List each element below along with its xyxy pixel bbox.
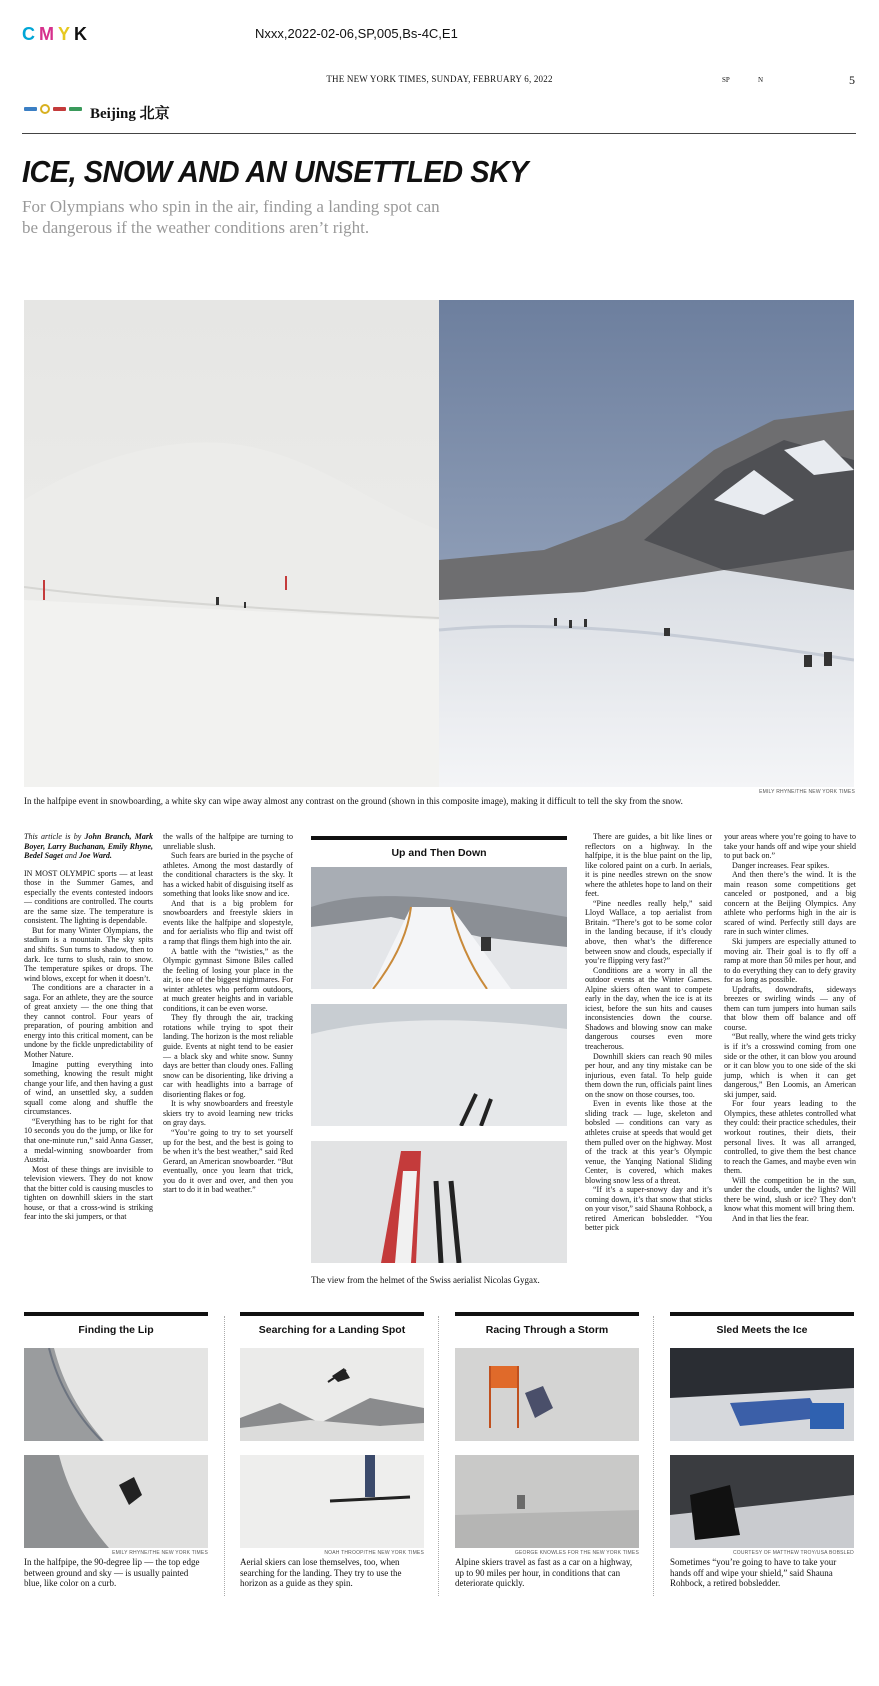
subheadline: For Olympians who spin in the air, finding a landing spot can be dangerous if the weather conditions aren’t right. [22,197,440,237]
bobsled-crash-photo [670,1455,854,1548]
hero-composite-image [24,300,854,787]
logo-dash-red [53,107,66,111]
page-slug: Nxxx,2022-02-06,SP,005,Bs-4C,E1 [255,26,458,41]
article-paragraph: Imagine putting everything into something, knowing the result might change your life, and then having a gust of wind, an unsettled sky, a sudden squall come along and shuffle the circumstances. [24,1059,153,1117]
byline-names: John Branch, Mark Boyer, Larry Buchanan, Emily Rhyne, Bedel Saget [24,832,153,861]
panel-divider [438,1316,439,1596]
olympic-rings-logo [24,104,82,114]
panel-caption: In the halfpipe, the 90-degree lip — the top edge between ground and sky — is usually painted blue, like color on a curb. [24,1557,200,1588]
article-paragraph: Will the competition be in the sun, under the clouds, under the lights? Will there be wind, slush or ice? They don’t know what this moment will bring them. [724,1175,856,1214]
bobsled-track-photo [670,1348,854,1441]
folio-n: N [758,76,764,84]
logo-dash-blue [24,107,37,111]
downhill-gate-photo [455,1348,639,1441]
panel-credit: NOAH THROOP/THE NEW YORK TIMES [324,1550,424,1556]
folio-sp: SP [722,76,730,84]
panel-credit: GEORGE KNOWLES FOR THE NEW YORK TIMES [514,1550,639,1556]
panel-credit: EMILY RHYNE/THE NEW YORK TIMES [112,1550,208,1556]
panel-searching-for-a-landing-spot [240,1312,424,1589]
panel-credit: COURTESY OF MATTHEW TROY/USA BOBSLED [732,1550,854,1556]
folio-line: THE NEW YORK TIMES, SUNDAY, FEBRUARY 6, 2022 [326,74,553,84]
panel-title: Racing Through a Storm [485,1324,609,1336]
panel-rule [24,1312,208,1316]
byline-last: Joe Ward. [78,851,112,861]
article-paragraph: But for many Winter Olympians, the stadium is a mountain. The sky spits and shifts. Sun turns to shadow, then to dark. Ice turns to slush, rain to snow. The temperature spikes or drops. The wind blows, except for when it doesn’t. [24,925,153,983]
byline-and: and [62,851,79,861]
article-paragraph: A battle with the “twisties,” as the Olympic gymnast Simone Biles called the feeling of losing your place in the air, is one of the biggest nightmares. For winter athletes who perform outdoors, at much greater heights and in variable conditions, it can be even worse. [163,946,293,1013]
article-paragraph: Downhill skiers can reach 90 miles per hour, and any tiny mistake can be injurious, even fatal. To help guide them down the run, officials paint lines on the snow on those courses, too. [585,1051,712,1099]
panel-divider [224,1316,225,1596]
cmyk-k: K [74,24,92,44]
logo-ring-yellow [40,104,50,114]
article-paragraph: “Pine needles really help,” said Lloyd Wallace, a top aerialist from Britain. “There’s got to be some color in the landing because, if it’s cloudy above, then what’s the difference between snow and clouds, especially if you’re flipping very fast?” [585,898,712,966]
article-column-3 [585,832,712,1233]
article-paragraph: Such fears are buried in the psyche of athletes. Among the most dastardly of the conditional characters is the sky. It has a wicked habit of disguising itself as something that looks like snow and ice. [163,851,293,899]
cmyk-registration [22,24,91,45]
article-paragraph: “Everything has to be right for that 10 seconds you do the jump, or like for that one-minute run,” said Anna Gasser, a medal-winning snowboarder from Austria. [24,1116,153,1165]
article-paragraph: For four years leading to the Olympics, these athletes controlled what they could: their practice schedules, their workout routines, their diets, their personal lives. It was all arranged, controlled, to give them the best chance to reach the Games, and maybe even win them. [724,1099,856,1176]
article-column-2 [163,832,293,1195]
panel-rule [455,1312,639,1316]
article-paragraph: Updrafts, downdrafts, sideways breezes or swirling winds — any of them can turn jumpers into human sails that blow them off balance and off course. [724,984,856,1032]
article-paragraph: Danger increases. Fear spikes. [732,860,830,870]
article-paragraph: They fly through the air, tracking rotations while trying to spot their landing. The horizon is the most reliable guide. Events at night tend to be easier — a black sky and white snow. Sunny days are better than cloudy ones. Falling snow can be disorienting, like driving a car with headlights into a barrage of disorienting flakes or fog. [163,1013,293,1099]
box-title: Up and Then Down [391,847,487,859]
panel-title: Finding the Lip [78,1324,154,1336]
aerial-landing-photo [311,1141,567,1263]
box-caption: The view from the helmet of the Swiss aerialist Nicolas Gygax. [311,1275,540,1285]
article-paragraph: Most of these things are invisible to television viewers. They do not know that the bitter cold is causing muscles to tighten on downhill skiers in the start house, or that a cross-wind is striking fear into the ski jumpers, or that [24,1164,153,1222]
article-paragraph: It is why snowboarders and freestyle skiers try to avoid learning new tricks on gray days. [163,1099,293,1128]
section-label: Beijing 北京 [90,106,170,122]
article-column-4 [724,832,856,1223]
aerial-jump-photo [311,867,567,989]
aerial-sky-photo [311,1004,567,1126]
panel-sled-meets-the-ice [670,1312,854,1589]
page-title: ICE, SNOW AND AN UNSETTLED SKY [22,154,529,189]
downhill-storm-photo [455,1455,639,1548]
article-column-1 [24,832,153,1222]
article-paragraph: Ski jumpers are especially attuned to moving air. Their goal is to fly off a ramp at more than 50 miles per hour, and to do everything they can to defy gravity for as long as possible. [724,937,856,985]
article-paragraph: The conditions are a character in a saga. For an athlete, they are the source of great anxiety — the one thing that they cannot control. Four years of preparation, of pouring ambition and energy into this critical moment, can be undone by the fickle unpredictability of Mother Nature. [24,983,153,1060]
page-number: 5 [849,73,855,87]
hero-caption: In the halfpipe event in snowboarding, a white sky can wipe away almost any contrast on the ground (shown in this composite image), making it difficult to tell the sky from the snow. [24,796,683,806]
panel-divider [653,1316,654,1596]
article-paragraph: And in that lies the fear. [732,1213,809,1223]
panel-title: Searching for a Landing Spot [258,1324,406,1336]
article-paragraph: your areas where you’re going to have to take your hands off and wipe your shield to put back on.” [724,832,856,861]
panel-caption: Alpine skiers travel as fast as a car on a highway, up to 90 miles per hour, in conditions that can deteriorate quickly. [455,1557,633,1588]
article-paragraph: “You’re going to try to set yourself up for the best, and the best is going to be when it’s the best weather,” said Red Gerard, an American snowboarder. “But eventually, once you learn that trick, you do it over and over, and then you start to do it in bad weather.” [163,1127,293,1195]
article-paragraph: There are guides, a bit like lines or reflectors on a highway. In the halfpipe, it is the blue paint on the lip, like colored paint on a curb. In aerials, it is pine needles strewn on the snow where the athletes hope to land on their feet. [585,832,712,899]
panel-rule [670,1312,854,1316]
article-paragraph: And then there’s the wind. It is the main reason some competitions get canceled or postponed, and a big concern at the Beijing Olympics. Any athlete who performs high in the air is scared of wind. Perfectly still days are rare in such winter climes. [724,870,856,937]
aerialist-spin-photo [240,1348,424,1441]
box-rule [311,836,567,840]
article-paragraph: “But really, where the wind gets tricky is if it’s a crosswind coming from one side or the other, it can blow you around or it can blow you to one side of the ski jump, which is when it can get dangerous,” Ben Loomis, an American ski jumper, said. [724,1032,856,1099]
panel-rule [240,1312,424,1316]
panel-title: Sled Meets the Ice [716,1324,808,1336]
cmyk-y: Y [58,24,75,44]
article-paragraph: And that is a big problem for snowboarders and freestyle skiers in events like the halfpipe and slopestyle, and for aerialists who flip and twist off a ramp that flings them high into the air. [163,898,293,947]
section-rule [22,133,856,134]
sidebar-box-up-and-then-down [311,836,567,1263]
byline-prefix: This article is by [24,832,85,841]
lede-words: IN MOST OLYMPIC [24,868,95,878]
article-paragraph: Even in events like those at the sliding track — luge, skeleton and bobsled — conditions can vary as athletes cruise at speeds that would get them pulled over on the highway. Most of the track at this year’s Olympic venue, the Yanqing National Sliding Center, is covered, which makes blowing snow less of a threat. [585,1099,712,1185]
panel-caption: Aerial skiers can lose themselves, too, when searching for the landing. They try to use the horizon as a guide as they spin. [240,1557,402,1588]
article-paragraph: Conditions are a worry in all the outdoor events at the Winter Games. Alpine skiers often want to compete early in the day, when the ice is at its iciest, before the sun hits and causes inconsistencies down the course. Shadows and blowing snow can make dangerous courses even more treacherous. [585,965,712,1052]
cmyk-c: C [22,24,39,44]
aerialist-landing-photo [240,1455,424,1548]
panel-caption: Sometimes “you’re going to have to take your hands off and wipe your shield,” said Shauna Rohbock, a retired bobsledder. [670,1557,837,1588]
panel-racing-through-a-storm [455,1312,639,1589]
lede-text: sports — at least those in the Summer Games, and especially the events contested indoors — conditions are controlled. The courts are the same size. The temperature is consistent. The lighting is dependable. [24,868,153,926]
cmyk-m: M [39,24,58,44]
halfpipe-lip-photo [24,1348,208,1441]
halfpipe-rider-photo [24,1455,208,1548]
logo-dash-green [69,107,82,111]
panel-finding-the-lip [24,1312,208,1589]
article-paragraph: “If it’s a super-snowy day and it’s coming down, it’s that snow that sticks on your visor,” said Shauna Rohbock, a retired American bobsledder. “You better pick [585,1185,712,1233]
halfpipe-composite-photo [24,300,854,787]
article-paragraph: the walls of the halfpipe are turning to unreliable slush. [163,832,293,851]
hero-photo-credit: EMILY RHYNE/THE NEW YORK TIMES [759,789,855,795]
byline [24,832,153,861]
lede-paragraph [24,869,153,926]
